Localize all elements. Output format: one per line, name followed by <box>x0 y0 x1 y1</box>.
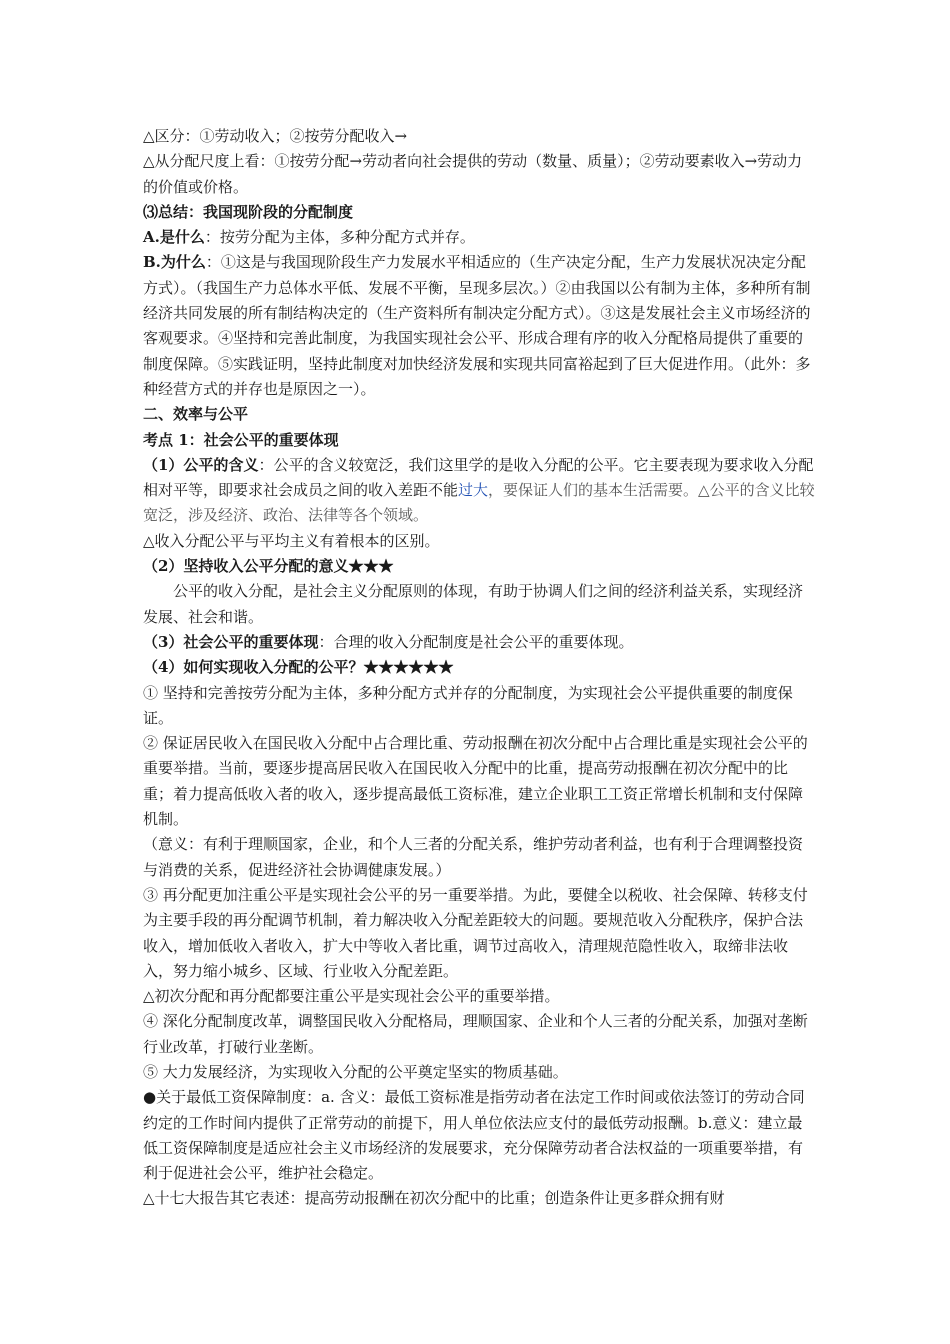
paragraph-embodiment <box>143 630 815 655</box>
label-fairness-meaning: （1）公平的含义 <box>143 455 259 474</box>
paragraph-why <box>143 250 815 402</box>
paragraph-fairness-meaning <box>143 453 815 529</box>
paragraph-distinguish: △区分：①劳动收入；②按劳分配收入→ <box>143 127 408 145</box>
text-fairness-meaning-1: ：公平的含义较宽泛，我们这里学的是收入分配的公平。它主要表现为要求收入分配相对平等，即要求社会成员之间的收入差距不能 <box>143 455 814 500</box>
label-embodiment: （3）社会公平的重要体现 <box>143 632 319 651</box>
paragraph-significance: 公平的收入分配，是社会主义分配原则的体现，有助于协调人们之间的经济利益关系，实现经济发展、社会和谐。 <box>143 582 804 626</box>
text-what: ：按劳分配为主体，多种分配方式并存。 <box>204 228 475 247</box>
paragraph-meaning-note: （意义：有利于理顺国家，企业，和个人三者的分配关系，维护劳动者利益，也有利于合理调整投资与消费的关系，促进经济社会协调健康发展。） <box>143 835 804 879</box>
text-why: ：①这是与我国现阶段生产力发展水平相适应的（生产决定分配，生产力发展状况决定分配方式）。（我国生产力总体水平低、发展不平衡，呈现多层次。）②由我国以公有制为主体，多种所有制经济共同发展的所有制结构决定的（生产资料所有制决定分配方式）。③这是发展社会主义市场经济的客观要求。④坚持和完善此制度，为我国实现社会公平、形成合理有序的收入分配格局提供了重要的制度保障。⑤实践证明，坚持此制度对加快经济发展和实现共同富裕起到了巨大促进作用。（此外：多种经营方式的并存也是原因之一）。 <box>143 253 811 398</box>
list-item-5: ⑤ 大力发展经济，为实现收入分配的公平奠定坚实的物质基础。 <box>143 1062 568 1081</box>
heading-kaodian-1: 考点 1：社会公平的重要体现 <box>143 430 339 449</box>
heading-summary: ⑶总结：我国现阶段的分配制度 <box>143 202 354 221</box>
label-what: A.是什么 <box>143 228 205 247</box>
paragraph-both-distribution: △初次分配和再分配都要注重公平是实现社会公平的重要举措。 <box>143 987 560 1006</box>
paragraph-17th-congress: △十七大报告其它表述：提高劳动报酬在初次分配中的比重；创造条件让更多群众拥有财 <box>143 1189 725 1208</box>
heading-section-2: 二、效率与公平 <box>143 405 249 424</box>
list-item-3: ③ 再分配更加注重公平是实现社会公平的另一重要举措。为此，要健全以税收、社会保障、转移支付为主要手段的再分配调节机制，着力解决收入分配差距较大的问题。要规范收入分配秩序，保护合法收入，增加低收入者收入，扩大中等收入者比重，调节过高收入，清理规范隐性收入，取缔非法收入，努力缩小城乡、区域、行业收入分配差距。 <box>143 885 808 980</box>
heading-significance: （2）坚持收入公平分配的意义★★★ <box>143 557 394 576</box>
paragraph-distribution-scale: △从分配尺度上看：①按劳分配→劳动者向社会提供的劳动（数量、质量）；②劳动要素收入→劳动力的价值或价格。 <box>143 152 803 196</box>
list-item-2: ② 保证居民收入在国民收入分配中占合理比重、劳动报酬在初次分配中占合理比重是实现社会公平的重要举措。当前，要逐步提高居民收入在国民收入分配中的比重，提高劳动报酬在初次分配中的比重；着力提高低收入者的收入，逐步提高最低工资标准，建立企业职工工资正常增长机制和支付保障机制。 <box>143 734 808 829</box>
paragraph-minimum-wage: ●关于最低工资保障制度：a. 含义：最低工资标准是指劳动者在法定工作时间或依法签订的劳动合同约定的工作时间内提供了正常劳动的前提下，用人单位依法应支付的最低劳动报酬。b.意义：建立最低工资保障制度是适应社会主义市场经济的发展要求，充分保障劳动者合法权益的一项重要举措，有利于促进社会公平，维护社会稳定。 <box>143 1088 805 1183</box>
text-embodiment: ：合理的收入分配制度是社会公平的重要体现。 <box>318 632 634 651</box>
paragraph-fairness-vs-egalitarian: △收入分配公平与平均主义有着根本的区别。 <box>143 531 440 550</box>
text-fairness-meaning-2: ，要保证人们的基本生活需要。△公平的含义比较宽泛，涉及经济、政治、法律等各个领域。 <box>143 481 815 525</box>
list-item-4: ④ 深化分配制度改革，调整国民收入分配格局，理顺国家、企业和个人三者的分配关系，加强对垄断行业改革，打破行业垄断。 <box>143 1012 808 1056</box>
heading-how-to-achieve: （4）如何实现收入分配的公平？★★★★★★ <box>143 658 454 677</box>
text-highlight: 过大 <box>458 481 489 500</box>
document-body <box>143 124 815 1212</box>
paragraph-what <box>143 225 815 250</box>
label-why: B.为什么 <box>143 253 206 272</box>
list-item-1: ① 坚持和完善按劳分配为主体，多种分配方式并存的分配制度，为实现社会公平提供重要的制度保证。 <box>143 683 793 727</box>
